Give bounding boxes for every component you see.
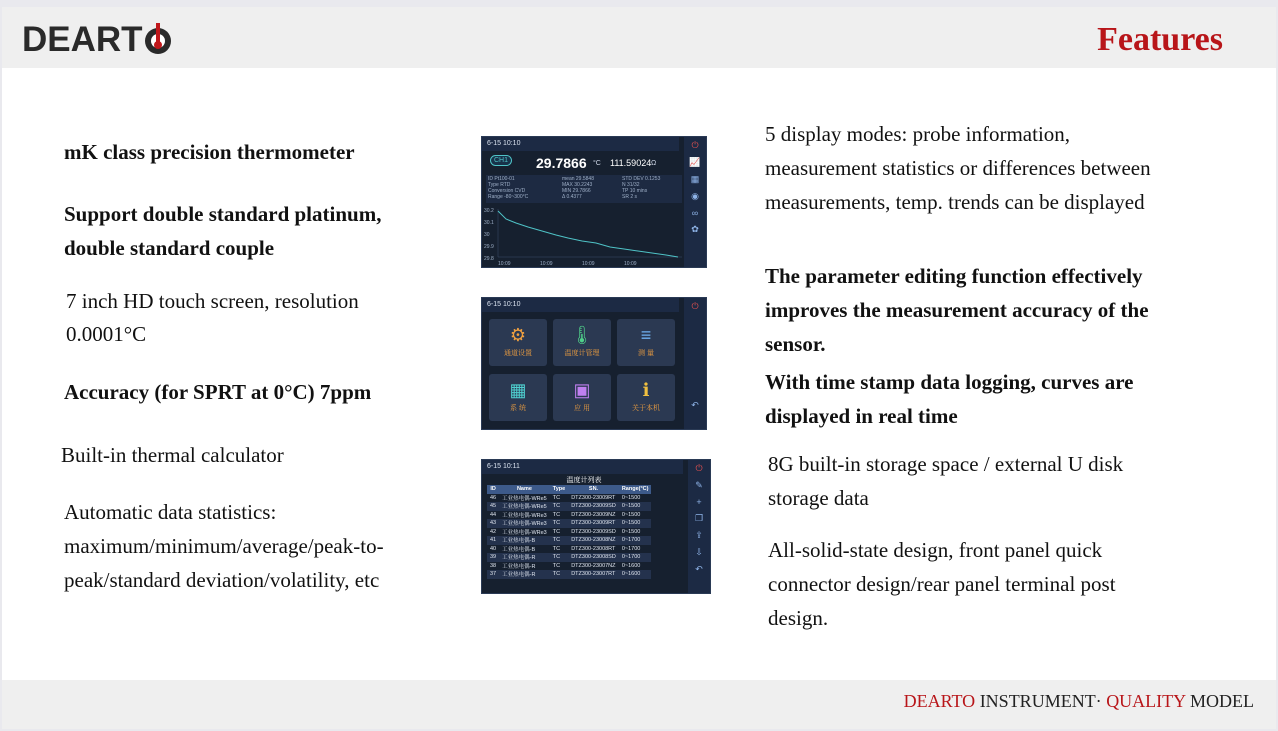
table-cell: TC xyxy=(552,528,561,535)
parameter-editing-line1: The parameter editing function effectively xyxy=(765,264,1143,288)
table-cell: DTZ300-23009RT xyxy=(571,494,616,501)
slide xyxy=(2,7,1276,729)
side-toolbar xyxy=(684,137,706,267)
y-tick: 30 xyxy=(484,232,490,238)
resistance-reading: 111.59024 xyxy=(610,158,652,168)
chart-icon: 📈 xyxy=(689,157,701,167)
power-icon: ⏻ xyxy=(691,301,699,311)
tile-label: 应 用 xyxy=(574,405,590,412)
table-cell: 工业热电偶-B xyxy=(499,536,550,545)
table-cell: 工业热电偶-R xyxy=(502,563,536,570)
col-type: Type xyxy=(550,485,568,494)
table-cell: 0~1500 xyxy=(619,502,652,511)
solid-state-line2: connector design/rear panel terminal post xyxy=(768,572,1116,596)
menu-tile-system xyxy=(489,374,547,421)
table-cell: 0~1600 xyxy=(619,570,652,579)
trend-chart xyxy=(482,205,684,267)
table-cell: DTZ300-23008RT xyxy=(571,545,616,552)
menu-tile-thermometer-management xyxy=(553,319,611,366)
table-row xyxy=(487,562,651,571)
table-cell: 43 xyxy=(487,519,499,528)
menu-tile-apps xyxy=(553,374,611,421)
info-icon: ℹ xyxy=(642,380,650,400)
footer-instrument: INSTRUMENT· xyxy=(975,691,1107,711)
table-cell: 38 xyxy=(490,562,497,569)
table-row xyxy=(487,545,651,554)
screenshot-main-menu xyxy=(481,297,707,430)
footer-bar xyxy=(2,680,1276,729)
feature-double-standard-line2: double standard couple xyxy=(64,236,275,260)
status-bar xyxy=(482,460,683,474)
table-cell: 0~1700 xyxy=(619,536,652,545)
display-mode-icon: ◉ xyxy=(691,191,699,201)
feature-statistics-line2: maximum/minimum/average/peak-to- xyxy=(64,534,384,558)
feature-mk-precision: mK class precision thermometer xyxy=(64,140,355,164)
table-cell: TC xyxy=(550,519,568,528)
logo-text: DEART xyxy=(22,20,143,59)
trend-line xyxy=(498,211,678,257)
screenshot-measurement xyxy=(481,136,707,268)
solid-state-line1: All-solid-state design, front panel quick xyxy=(768,538,1103,562)
resistance-unit: Ω xyxy=(651,160,657,167)
footer-quality: QUALITY xyxy=(1106,691,1186,711)
header-bar xyxy=(2,7,1276,68)
footer-brand: DEARTO xyxy=(903,691,976,711)
table-cell: 工业热电偶-WRe5 xyxy=(499,502,550,511)
time-stamp-line2: displayed in real time xyxy=(765,404,958,428)
time-stamp-line1: With time stamp data logging, curves are xyxy=(765,370,1134,394)
x-tick: 10:09 xyxy=(582,261,595,267)
export-icon: ⇪ xyxy=(695,530,703,540)
gear-icon: ⚙ xyxy=(509,325,527,345)
table-row xyxy=(487,570,651,579)
feature-thermal-calculator: Built-in thermal calculator xyxy=(61,443,284,467)
table-cell: 41 xyxy=(487,536,499,545)
table-cell: 工业热电偶-WRe5 xyxy=(502,495,547,502)
table-cell: 0~1500 xyxy=(619,519,652,528)
footer-tagline xyxy=(904,691,1254,712)
table-cell: 工业热电偶-R xyxy=(499,570,550,579)
table-cell: DTZ300-23009SD xyxy=(571,528,616,535)
import-icon: ⇩ xyxy=(695,547,703,557)
tile-label: 关于本机 xyxy=(632,405,660,412)
add-icon: + xyxy=(696,497,702,507)
temperature-reading: 29.7866 xyxy=(536,155,587,171)
table-cell: 46 xyxy=(490,494,497,501)
y-tick: 29.9 xyxy=(484,244,494,250)
side-toolbar xyxy=(684,298,706,429)
table-cell: TC xyxy=(552,494,561,501)
table-row xyxy=(487,519,651,528)
table-cell: DTZ300-23008NZ xyxy=(568,536,619,545)
stat-tp: TP 10 mins xyxy=(622,188,648,194)
probe-range: Range -80~300°C xyxy=(488,194,529,200)
copy-icon: ❐ xyxy=(694,513,704,523)
table-cell: TC xyxy=(552,545,561,552)
stat-mean: mean 29.5848 xyxy=(562,176,594,182)
system-icon: ▦ xyxy=(509,380,527,400)
page-title: Features xyxy=(1097,21,1223,58)
stats-panel-2 xyxy=(622,176,660,200)
stat-sr: SR 2 s xyxy=(622,194,638,200)
channel-badge: CH1 xyxy=(490,155,512,166)
stat-max: MAX 30.2243 xyxy=(562,182,593,188)
table-row xyxy=(487,511,651,520)
feature-accuracy: Accuracy (for SPRT at 0°C) 7ppm xyxy=(64,380,372,404)
menu-tile-measurement xyxy=(617,319,675,366)
thermometer-icon: 🌡 xyxy=(570,325,594,345)
y-tick: 29.8 xyxy=(484,256,494,262)
power-icon: ⏻ xyxy=(691,140,699,150)
tile-label: 测 量 xyxy=(638,350,654,357)
table-cell: 0~1500 xyxy=(621,528,641,535)
tile-label: 系 统 xyxy=(510,405,526,412)
probe-info xyxy=(488,176,528,200)
link-icon: ∞ xyxy=(691,208,699,218)
parameter-editing-line2: improves the measurement accuracy of the xyxy=(765,298,1149,322)
table-cell: 0~1600 xyxy=(621,562,641,569)
status-bar xyxy=(482,137,679,151)
y-tick: 30.1 xyxy=(484,220,494,226)
storage-line1: 8G built-in storage space / external U disk xyxy=(768,452,1124,476)
table-cell: 工业热电偶-WRe3 xyxy=(502,529,547,536)
dearto-logo xyxy=(22,20,174,60)
table-cell: 45 xyxy=(487,502,499,511)
y-tick: 30.2 xyxy=(484,208,494,214)
table-cell: 0~1500 xyxy=(621,511,641,518)
table-cell: DTZ300-23009NZ xyxy=(571,511,616,518)
table-cell: TC xyxy=(550,536,568,545)
screenshot-thermometer-list xyxy=(481,459,711,594)
stats-panel xyxy=(562,176,594,200)
table-cell: 44 xyxy=(490,511,497,518)
edit-icon: ✎ xyxy=(695,480,703,490)
feature-double-standard-line1: Support double standard platinum, xyxy=(64,202,382,226)
table-cell: 42 xyxy=(490,528,497,535)
probe-type: Type RTD xyxy=(488,182,511,188)
table-cell: 39 xyxy=(487,553,499,562)
apps-icon: ▣ xyxy=(573,380,591,400)
feature-statistics-line3: peak/standard deviation/volatility, etc xyxy=(64,568,380,592)
table-header-row xyxy=(487,485,651,494)
table-cell: 0~1500 xyxy=(621,494,641,501)
table-title: 温度计列表 xyxy=(566,477,602,484)
tile-label: 温度计管理 xyxy=(564,350,600,357)
measure-icon: ≡ xyxy=(640,325,652,345)
table-cell: DTZ300-23007RT xyxy=(568,570,619,579)
table-cell: DTZ300-23009SD xyxy=(568,502,619,511)
table-cell: 40 xyxy=(490,545,497,552)
col-sn: SN. xyxy=(568,485,619,494)
back-icon: ↶ xyxy=(695,564,703,574)
col-range: Range(°C) xyxy=(619,485,652,494)
x-tick: 10:09 xyxy=(540,261,553,267)
side-toolbar xyxy=(688,460,710,593)
power-icon: ⏻ xyxy=(695,463,703,473)
x-tick: 10:09 xyxy=(498,261,511,267)
feature-statistics-line1: Automatic data statistics: xyxy=(64,500,277,524)
table-cell: 工业热电偶-WRe3 xyxy=(499,519,550,528)
table-row xyxy=(487,553,651,562)
table-row xyxy=(487,494,651,503)
table-cell: DTZ300-23007NZ xyxy=(571,562,616,569)
thermometer-logo-icon xyxy=(144,23,174,57)
stat-std-dev: STD DEV 0.1253 xyxy=(622,176,661,182)
table-cell: TC xyxy=(550,502,568,511)
display-modes-line3: measurements, temp. trends can be displayed xyxy=(765,190,1145,214)
temperature-unit: °C xyxy=(593,160,601,167)
col-id: ID xyxy=(487,485,499,494)
x-tick: 10:09 xyxy=(624,261,637,267)
table-cell: DTZ300-23008SD xyxy=(568,553,619,562)
table-row xyxy=(487,528,651,537)
table-cell: TC xyxy=(550,553,568,562)
table-cell: 37 xyxy=(487,570,499,579)
table-cell: 0~1700 xyxy=(619,553,652,562)
menu-tile-about xyxy=(617,374,675,421)
table-cell: DTZ300-23009RT xyxy=(568,519,619,528)
table-row xyxy=(487,502,651,511)
display-modes-line2: measurement statistics or differences between xyxy=(765,156,1151,180)
table-cell: TC xyxy=(550,570,568,579)
display-modes-line1: 5 display modes: probe information, xyxy=(765,122,1071,146)
table-cell: 工业热电偶-WRe3 xyxy=(502,512,547,519)
settings-icon: ✿ xyxy=(691,224,699,234)
table-row xyxy=(487,536,651,545)
menu-tile-channel-settings xyxy=(489,319,547,366)
back-icon: ↶ xyxy=(691,400,699,410)
solid-state-line3: design. xyxy=(768,606,829,630)
footer-model: MODEL xyxy=(1185,691,1254,711)
table-cell: 工业热电偶-B xyxy=(502,546,536,553)
probe-id: ID Pt100-01 xyxy=(488,176,515,182)
table-cell: 0~1700 xyxy=(621,545,641,552)
status-bar xyxy=(482,298,679,312)
table-cell: TC xyxy=(552,511,561,518)
parameter-editing-line3: sensor. xyxy=(765,332,826,356)
status-time: 6-15 10:11 xyxy=(487,463,520,470)
probe-conversion: Conversion CVD xyxy=(488,188,526,194)
table-cell: 工业热电偶-R xyxy=(499,553,550,562)
col-name: Name xyxy=(499,485,550,494)
status-time: 6-15 10:10 xyxy=(487,301,521,308)
stat-min: MIN 29.7866 xyxy=(562,188,591,194)
feature-touch-screen-line2: 0.0001°C xyxy=(66,322,147,346)
stat-n: N 31/32 xyxy=(622,182,640,188)
feature-touch-screen-line1: 7 inch HD touch screen, resolution xyxy=(66,289,359,313)
storage-line2: storage data xyxy=(768,486,869,510)
status-time: 6-15 10:10 xyxy=(487,140,521,147)
tile-label: 通道设置 xyxy=(504,350,532,357)
stat-delta: Δ 0.4377 xyxy=(562,194,582,200)
thermometer-table xyxy=(487,485,651,579)
table-cell: TC xyxy=(552,562,561,569)
table-icon: ▦ xyxy=(690,174,700,184)
